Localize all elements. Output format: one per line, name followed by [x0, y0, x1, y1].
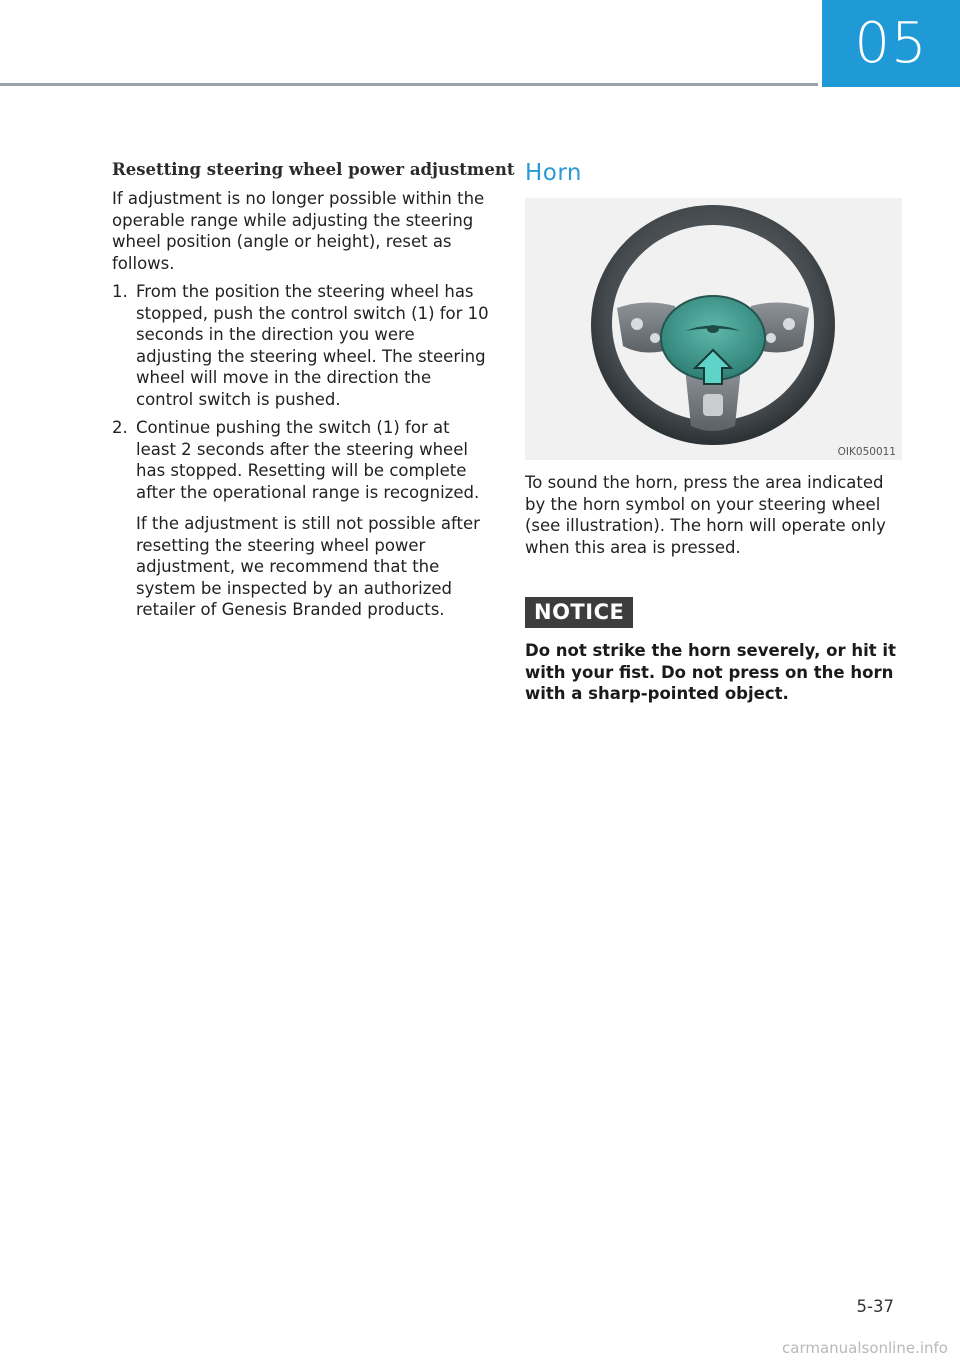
left-column: [112, 160, 515, 621]
page-number: 5-37: [856, 1297, 894, 1316]
horn-heading: Horn: [525, 160, 582, 186]
figure-code: OIK050011: [837, 446, 896, 458]
steering-wheel-figure: [525, 198, 902, 460]
intro-paragraph: If adjustment is no longer possible within the operable range while adjusting the steering wheel position (angle or height), reset as follows.: [112, 189, 485, 273]
step-item: [112, 417, 492, 503]
step-text: From the position the steering wheel has stopped, push the control switch (1) for 10 seconds in the direction you were adjusting the steering wheel. The steering wheel will move in the direction the control switch is pushed.: [136, 282, 489, 409]
chapter-tab: [822, 0, 960, 87]
steering-wheel-illustration: [525, 198, 902, 460]
step-item: [112, 281, 492, 410]
horn-paragraph: To sound the horn, press the area indicated by the horn symbol on your steering wheel (see illustration). The horn will operate only when this area is pressed.: [525, 473, 886, 557]
right-column: [525, 160, 902, 705]
step-number: 2.: [112, 418, 128, 437]
watermark: carmanualsonline.info: [782, 1339, 948, 1357]
chapter-number: 05: [854, 11, 928, 76]
step-number: 1.: [112, 282, 128, 301]
step-text: Continue pushing the switch (1) for at least 2 seconds after the steering wheel has stopped. Resetting will be complete after the operational range is recognized.: [136, 418, 480, 502]
section-subheading: Resetting steering wheel power adjustment: [112, 160, 515, 179]
header-rule: [0, 83, 818, 86]
step-note: If the adjustment is still not possible after resetting the steering wheel power adjustment, we recommend that the system be inspected by an authorized retailer of Genesis Branded products.: [136, 514, 480, 619]
notice-text: Do not strike the horn severely, or hit it with your fist. Do not press on the horn with a sharp-pointed object.: [525, 641, 896, 703]
notice-label: NOTICE: [525, 597, 633, 628]
